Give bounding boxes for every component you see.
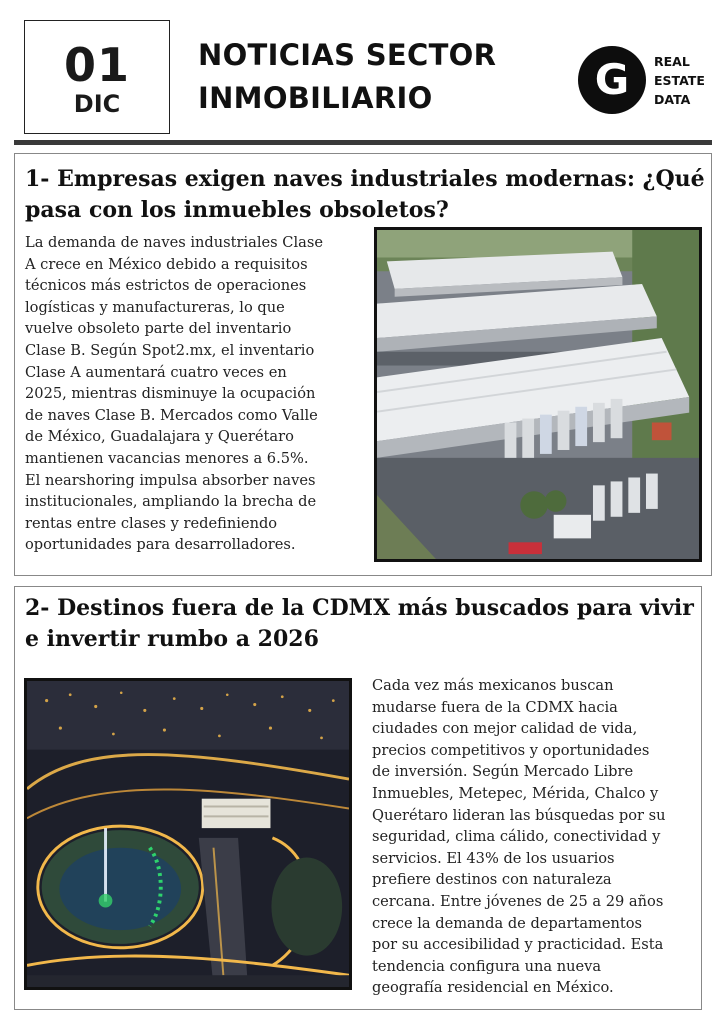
body-line: Clase A aumentará cuatro veces en — [25, 363, 287, 381]
logo-text-line: ESTATE — [654, 73, 705, 88]
body-line: seguridad, clima cálido, conectividad y — [372, 828, 661, 846]
body-line: ciudades con mejor calidad de vida, — [372, 720, 638, 738]
body-line: El nearshoring impulsa absorber naves — [25, 471, 316, 489]
article-title-line: 1- Empresas exigen naves industriales modernas: ¿Qué — [25, 166, 705, 192]
logo-text-line: REAL — [654, 54, 690, 69]
body-line: Inmuebles, Metepec, Mérida, Chalco y — [372, 784, 659, 802]
body-line: rentas entre clases y redefiniendo — [25, 514, 278, 532]
body-line: Clase B. Según Spot2.mx, el inventario — [25, 341, 315, 359]
article-title — [25, 593, 701, 655]
body-line: de naves Clase B. Mercados como Valle — [25, 406, 318, 424]
body-line: logísticas y manufactureras, lo que — [25, 298, 285, 316]
night-park-illustration — [27, 681, 349, 987]
body-line: por su accesibilidad y practicidad. Esta — [372, 936, 664, 954]
body-line: de inversión. Según Mercado Libre — [372, 763, 634, 781]
body-line: de México, Guadalajara y Querétaro — [25, 428, 294, 446]
industrial-warehouse-aerial-photo — [374, 227, 702, 562]
article-title-line: pasa con los inmuebles obsoletos? — [25, 197, 449, 223]
brand-logo — [578, 46, 708, 118]
body-line: tendencia configura una nueva — [372, 957, 602, 975]
body-line: mantienen vacancias menores a 6.5%. — [25, 449, 309, 467]
page-title — [198, 34, 548, 120]
article-body — [372, 675, 700, 999]
body-line: Querétaro lideran las búsquedas por su — [372, 806, 666, 824]
warehouse-illustration — [377, 230, 699, 559]
body-line: cercana. Entre jóvenes de 25 a 29 años — [372, 892, 664, 910]
body-line: La demanda de naves industriales Clase — [25, 234, 323, 251]
body-line: crece la demanda de departamentos — [372, 914, 643, 932]
article-title-line: e invertir rumbo a 2026 — [25, 626, 319, 652]
date-box — [24, 20, 170, 134]
header-divider — [14, 140, 712, 145]
body-line: geografía residencial en México. — [372, 979, 614, 997]
body-line: técnicos más estrictos de operaciones — [25, 277, 307, 295]
article-card — [14, 586, 702, 1010]
body-line: 2025, mientras disminuye la ocupación — [25, 385, 316, 403]
date-day: 01 — [63, 38, 130, 92]
body-line: Cada vez más mexicanos buscan — [372, 677, 614, 694]
city-park-night-aerial-photo — [24, 678, 352, 990]
body-line: mudarse fuera de la CDMX hacia — [372, 698, 618, 716]
page-title-line: INMOBILIARIO — [198, 81, 433, 115]
body-line: institucionales, ampliando la brecha de — [25, 493, 317, 511]
page-title-line: NOTICIAS SECTOR — [198, 38, 497, 72]
logo-mark-icon: G — [578, 46, 646, 114]
article-title-line: 2- Destinos fuera de la CDMX más buscados para vivir — [25, 595, 694, 621]
date-month: DIC — [73, 90, 121, 118]
body-line: vuelve obsoleto parte del inventario — [25, 320, 292, 338]
logo-text-line: DATA — [654, 92, 691, 107]
body-line: precios competitivos y oportunidades — [372, 741, 650, 759]
body-line: servicios. El 43% de los usuarios — [372, 849, 615, 867]
body-line: A crece en México debido a requisitos — [25, 255, 308, 273]
article-title — [25, 164, 705, 226]
logo-wordmark — [654, 52, 705, 109]
body-line: prefiere destinos con naturaleza — [372, 871, 612, 889]
body-line: oportunidades para desarrolladores. — [25, 536, 296, 554]
article-card — [14, 153, 712, 576]
article-body — [25, 232, 359, 556]
